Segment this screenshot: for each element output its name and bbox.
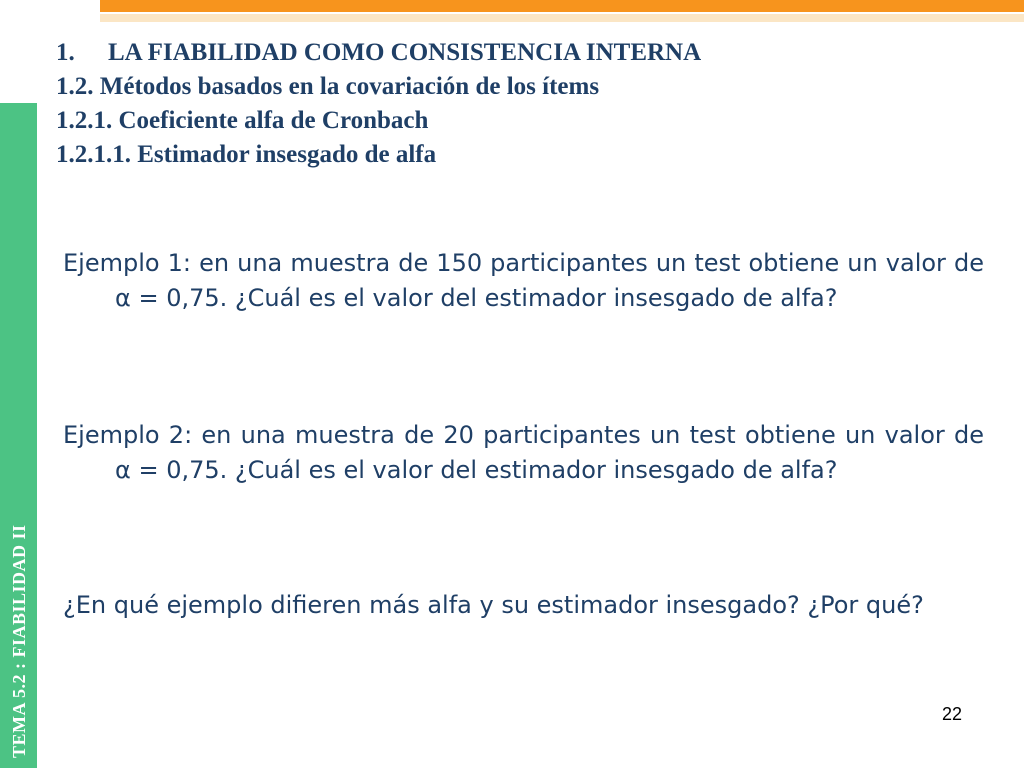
side-bar: [0, 103, 37, 768]
heading-number: 1.: [56, 39, 75, 66]
section-headings: [56, 36, 701, 172]
side-label: TEMA 5.2 : FIABILIDAD II: [9, 524, 29, 758]
example-1-text: Ejemplo 1: en una muestra de 150 participantes un test obtiene un valor de α = 0,75. ¿Cuál es el valor del estimador insesgado de alfa?: [63, 249, 984, 312]
top-accent-bar-light: [100, 14, 1024, 22]
heading-level-4: 1.2.1.1. Estimador insesgado de alfa: [56, 141, 437, 168]
question-text: ¿En qué ejemplo difieren más alfa y su estimador insesgado? ¿Por qué?: [63, 591, 924, 619]
page-number: 22: [941, 704, 962, 724]
example-2-text: Ejemplo 2: en una muestra de 20 participantes un test obtiene un valor de α = 0,75. ¿Cuál es el valor del estimador insesgado de alfa?: [63, 421, 984, 484]
top-accent-bar: [100, 0, 1024, 12]
heading-title: LA FIABILIDAD COMO CONSISTENCIA INTERNA: [108, 39, 702, 66]
heading-level-3: 1.2.1. Coeficiente alfa de Cronbach: [56, 107, 429, 134]
heading-level-2: 1.2. Métodos basados en la covariación de los ítems: [56, 73, 600, 100]
heading-level-1: [56, 36, 701, 70]
